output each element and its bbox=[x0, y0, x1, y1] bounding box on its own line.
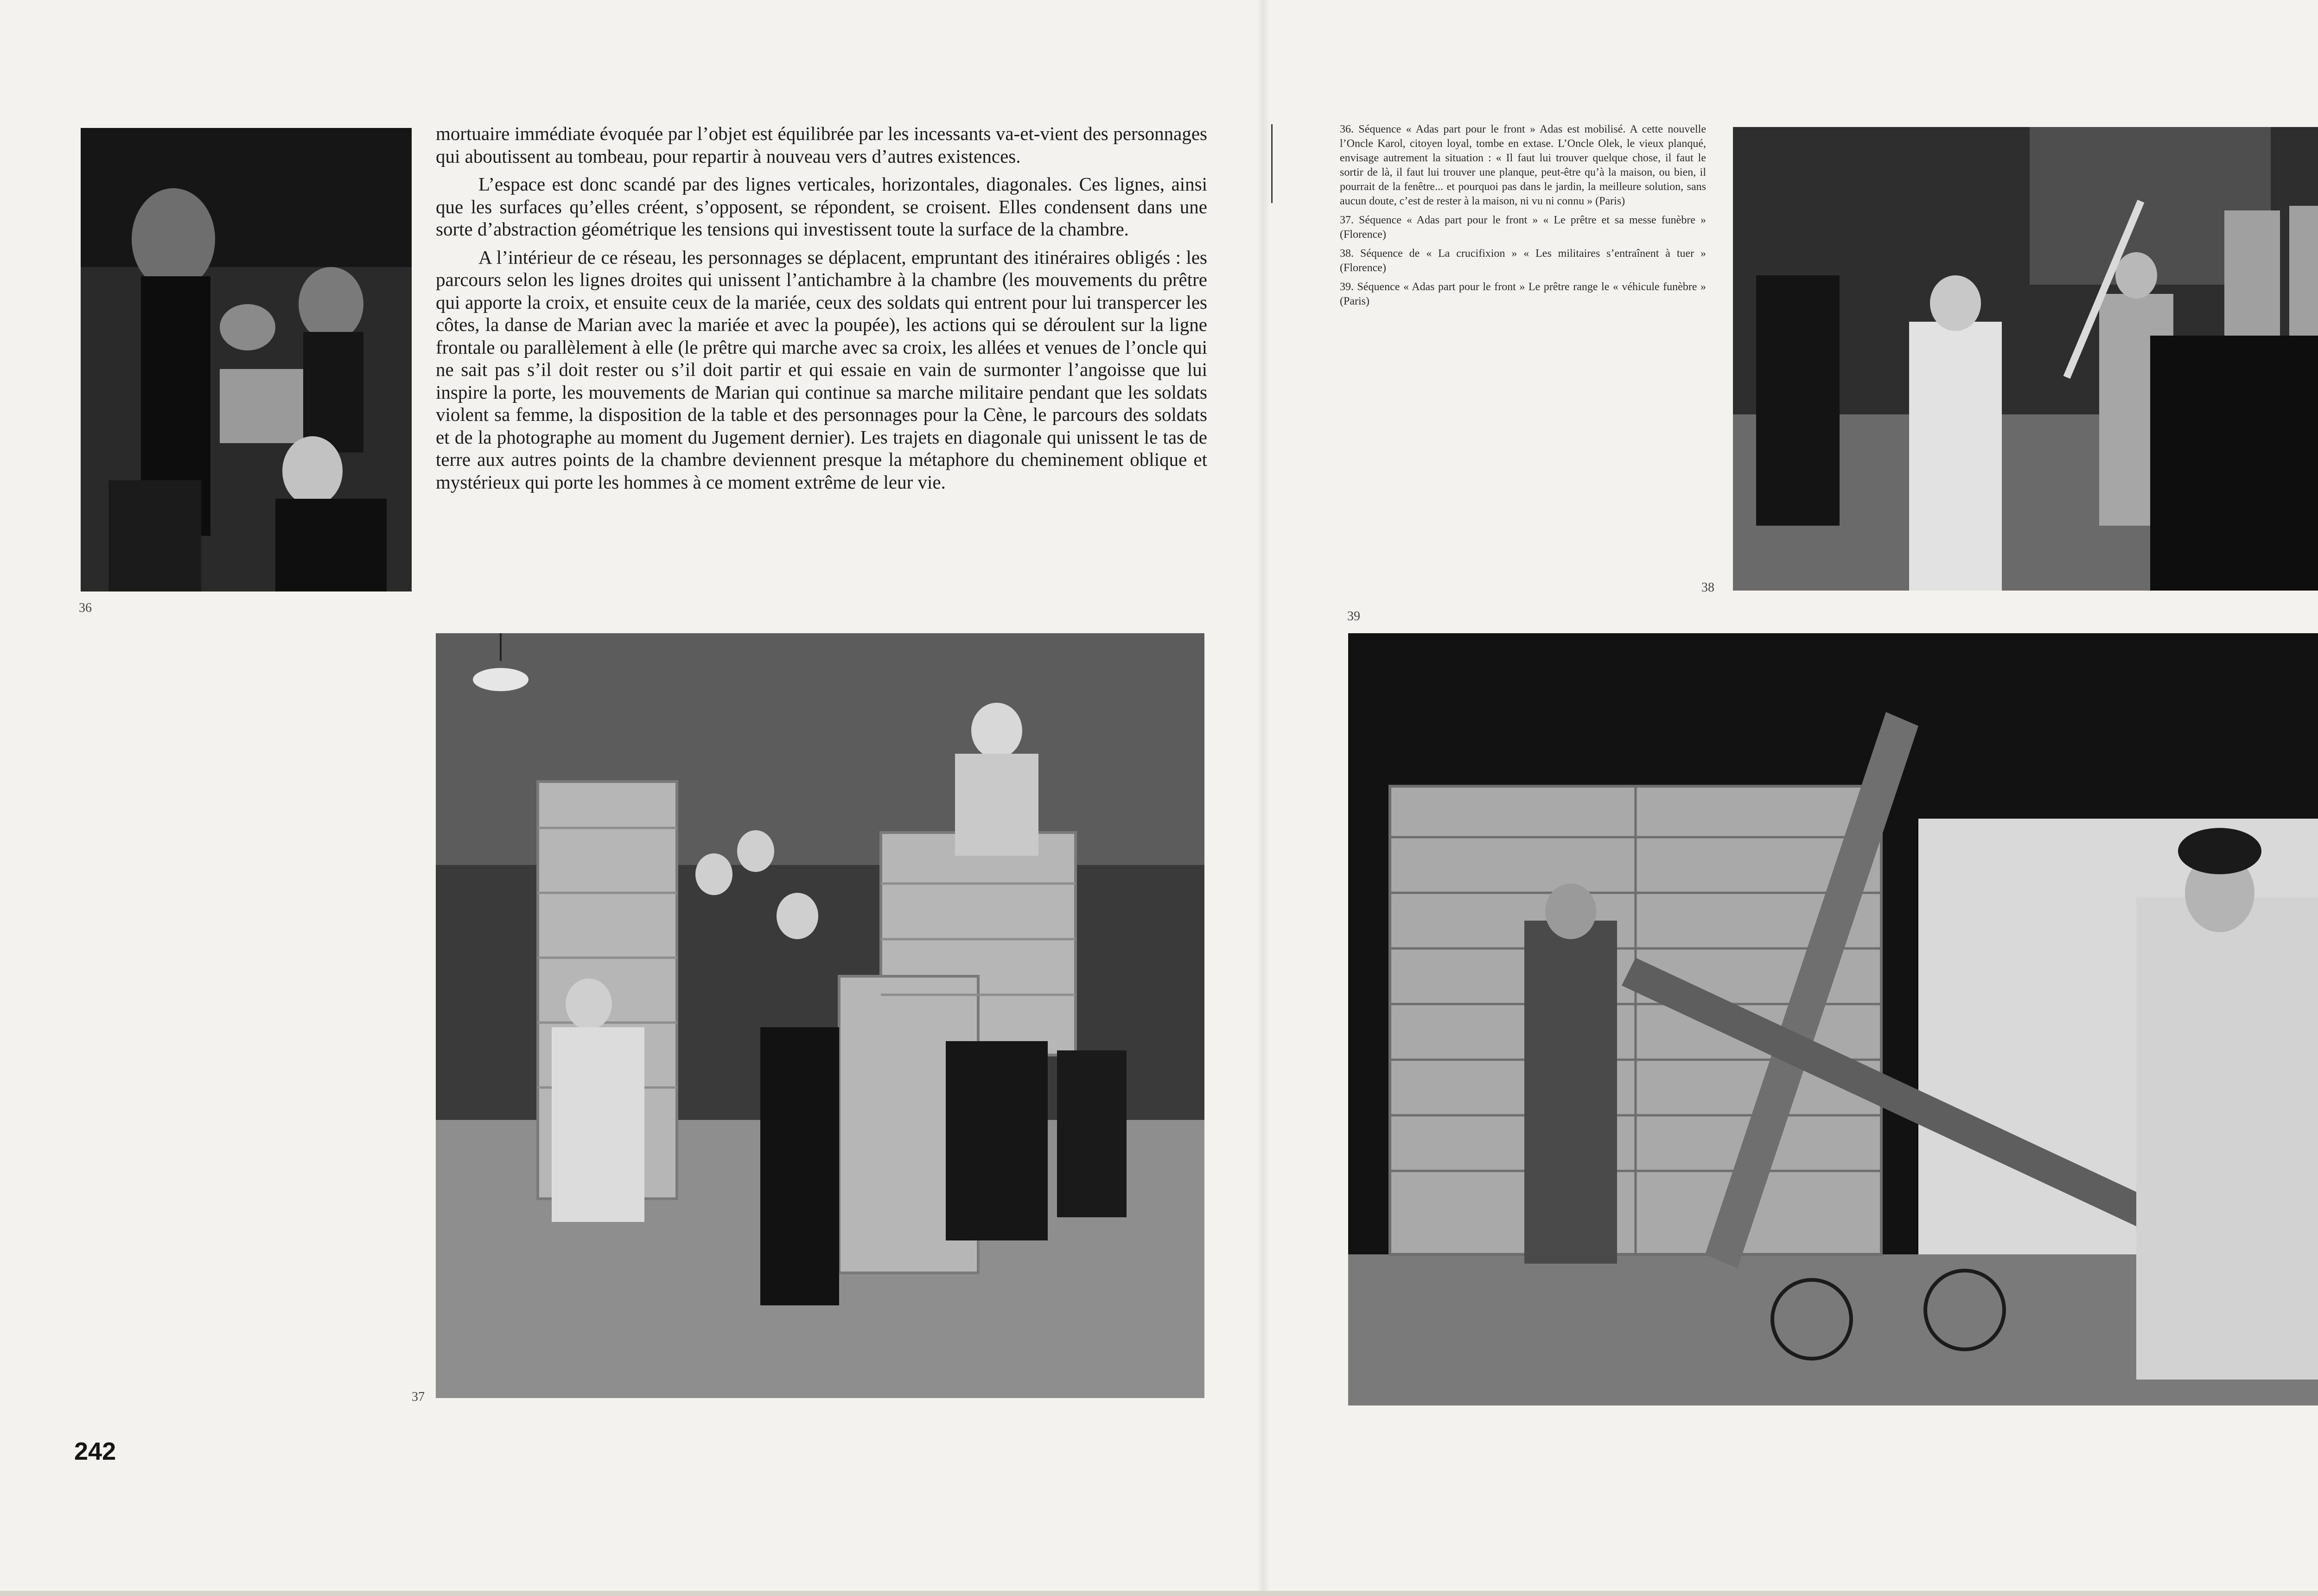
body-paragraph: mortuaire immédiate évoquée par l’objet est équilibrée par les incessants va-et-vient des personnages qui aboutissent au tombeau, pour repartir à nouveau vers d’autres existences. bbox=[436, 123, 1207, 167]
caption-39: 39. Séquence « Adas part pour le front » Le prêtre range le « véhicule funèbre » (Paris) bbox=[1340, 281, 1706, 307]
photo-36 bbox=[81, 128, 412, 591]
photo-37 bbox=[436, 633, 1204, 1398]
photo-38 bbox=[1733, 127, 2318, 591]
margin-rule bbox=[1271, 124, 1273, 203]
page-number-left: 242 bbox=[74, 1437, 116, 1465]
figure-number-38: 38 bbox=[1701, 580, 1714, 595]
page-gutter bbox=[1256, 0, 1270, 1596]
body-text bbox=[436, 122, 1207, 493]
figure-number-36: 36 bbox=[79, 601, 92, 615]
figure-number-37: 37 bbox=[412, 1390, 425, 1404]
figure-number-39: 39 bbox=[1347, 609, 1360, 623]
caption-36: 36. Séquence « Adas part pour le front » Adas est mobilisé. A cette nouvelle l’Oncle Karol, citoyen loyal, tombe en extase. L’Oncle Olek, le vieux planqué, envisage autrement la situation : « Il faut lui trouver quelque chose, il faut le sortir de là, il faut lui trouver une planque, peut-être qu’à la maison, ou bien, il pourrait de la fenêtre... et pourquoi pas dans le jardin, la meilleure solution, sans aucun doute, c’est de rester à la maison, ni vu ni connu » (Paris) bbox=[1340, 123, 1706, 207]
page-edge bbox=[0, 1591, 2318, 1596]
captions bbox=[1340, 122, 1706, 313]
body-paragraph: A l’intérieur de ce réseau, les personnages se déplacent, empruntant des itinéraires obligés : les parcours selon les lignes droites qui unissent l’antichambre à la chambre (les mouvements du prêtre qui apporte la croix, et ensuite ceux de la mariée, ceux des soldats qui entrent pour lui transpercer les côtes, la danse de Marian avec la mariée et avec la poupée), les actions qui se déroulent sur la ligne frontale ou parallèlement à elle (le prêtre qui marche avec sa croix, les allées et venues de l’oncle qui ne sait pas s’il doit rester ou s’il doit partir et qui essaie en vain de surmonter l’angoisse que lui inspire la porte, les mouvements de Marian qui continue sa marche militaire pendant que les soldats violent sa femme, la disposition de la table et des personnages pour la Cène, le parcours des soldats et de la photographe au moment du Jugement dernier). Les trajets en diagonale qui unissent le tas de terre aux autres points de la chambre deviennent presque la métaphore du cheminement oblique et mystérieux qui porte les hommes à ce moment extrême de leur vie. bbox=[436, 246, 1207, 493]
body-paragraph: L’espace est donc scandé par des lignes verticales, horizontales, diagonales. Ces lignes, ainsi que les surfaces qu’elles créent, s’opposent, se répondent, se croisent. Elles condensent dans une sorte d’abstraction géométrique les tensions qui investissent toute la surface de la chambre. bbox=[436, 173, 1207, 240]
photo-39 bbox=[1348, 633, 2318, 1405]
caption-38: 38. Séquence de « La crucifixion » « Les militaires s’entraînent à tuer » (Florence) bbox=[1340, 248, 1706, 274]
caption-37: 37. Séquence « Adas part pour le front » « Le prêtre et sa messe funèbre » (Florence) bbox=[1340, 214, 1706, 241]
